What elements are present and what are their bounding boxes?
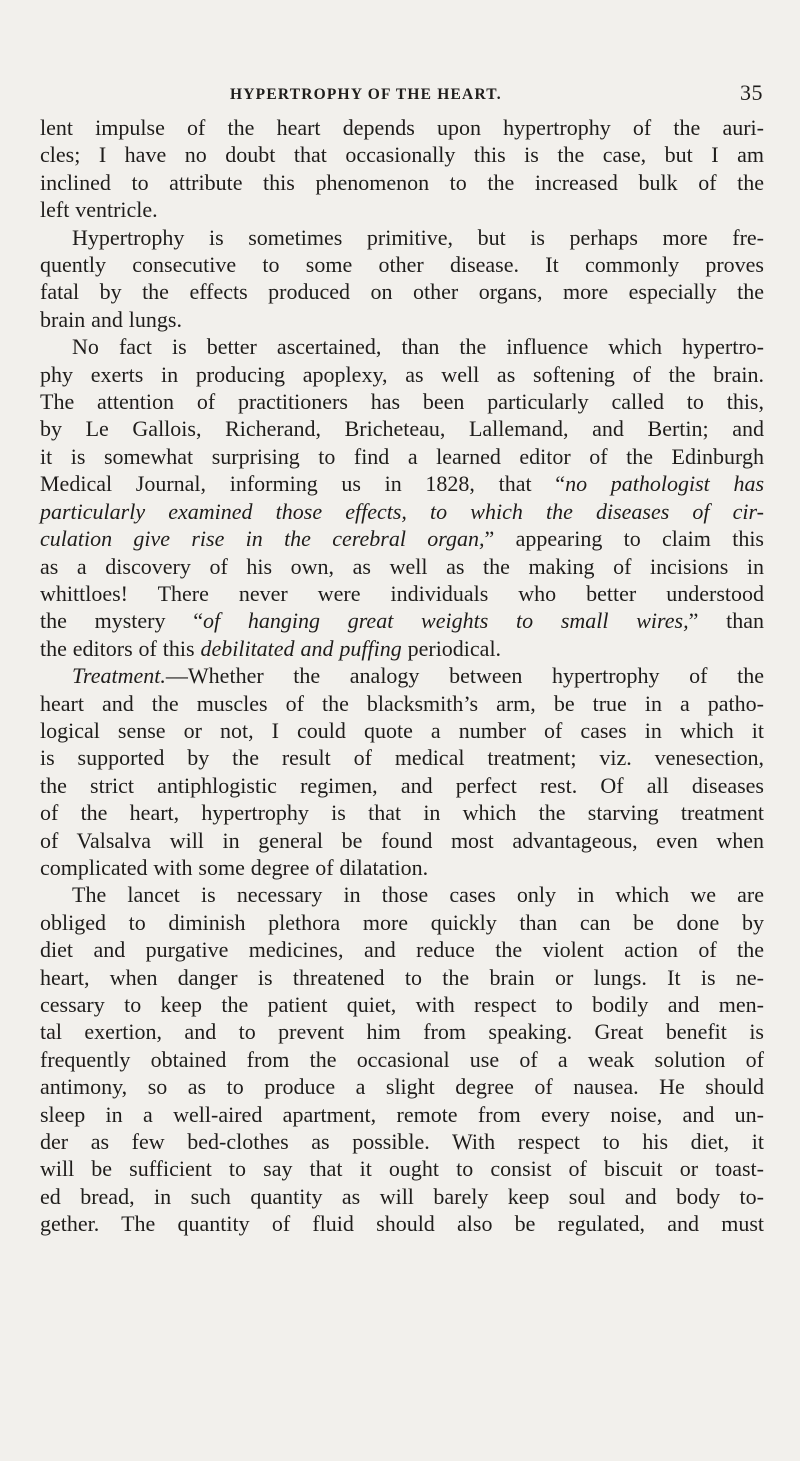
text-line: tal exertion, and to prevent him from speaking. Great benefit is [40, 1019, 764, 1045]
text-line: No fact is better ascertained, than the influence which hypertro- [72, 334, 764, 360]
italic-phrase: debilitated and puffing [200, 635, 402, 661]
text-line: as a discovery of his own, as well as the making of incisions in [40, 553, 764, 579]
text-line: cles; I have no doubt that occasionally this is the case, but I am [40, 142, 764, 168]
text-line: of the heart, hypertrophy is that in which the starving treatment [40, 800, 764, 826]
text-line [40, 470, 764, 497]
text-line: complicated with some degree of dilatation. [40, 854, 429, 880]
text-line: ed bread, in such quantity as will barely keep soul and body to- [40, 1183, 764, 1209]
text-line: The lancet is necessary in those cases only in which we are [72, 882, 764, 908]
text-line: is supported by the result of medical treatment; viz. venesection, [40, 745, 764, 771]
text-line: it is somewhat surprising to find a learned editor of the Edinburgh [40, 443, 764, 469]
text-line [40, 635, 764, 662]
text-segment: the editors of this [40, 635, 201, 661]
text-line [40, 607, 764, 634]
text-segment: —Whether the analogy between hypertrophy of the [165, 663, 764, 689]
text-line: der as few bed-clothes as possible. With respect to his diet, it [40, 1129, 764, 1155]
text-line: the strict antiphlogistic regimen, and perfect rest. Of all diseases [40, 772, 764, 798]
text-line: obliged to diminish plethora more quickly than can be done by [40, 909, 764, 935]
text-line: logical sense or not, I could quote a number of cases in which it [40, 717, 764, 743]
text-line: gether. The quantity of fluid should also be regulated, and must [40, 1211, 764, 1237]
text-line: diet and purgative medicines, and reduce the violent action of the [40, 937, 764, 963]
text-segment: ” than [688, 608, 764, 634]
running-head: HYPERTROPHY OF THE HEART. [230, 86, 502, 103]
text-line: whittloes! There never were individuals who better understood [40, 580, 764, 606]
text-line: brain and lungs. [40, 306, 182, 332]
text-segment: the mystery “ [40, 608, 203, 634]
text-line: cessary to keep the patient quiet, with respect to bodily and men- [40, 992, 764, 1017]
text-segment: ” appearing to claim this [484, 526, 764, 552]
text-line: by Le Gallois, Richerand, Bricheteau, Lallemand, and Bertin; and [40, 416, 764, 442]
section-heading-treatment: Treatment. [72, 663, 166, 689]
text-line: fatal by the effects produced on other organs, more especially the [40, 279, 764, 305]
text-line: Hypertrophy is sometimes primitive, but is perhaps more fre- [72, 224, 764, 250]
italic-quote: culation give rise in the cerebral organ, [40, 526, 485, 552]
italic-quote: no pathologist has [565, 471, 765, 497]
text-line: quently consecutive to some other disease. It commonly proves [40, 252, 764, 278]
text-line: left ventricle. [40, 197, 158, 223]
text-line: heart and the muscles of the blacksmith’s arm, be true in a patho- [40, 690, 764, 716]
text-line: frequently obtained from the occasional use of a weak solution of [40, 1046, 764, 1072]
text-line [40, 525, 764, 552]
text-segment: Medical Journal, informing us in 1828, that “ [40, 471, 566, 497]
text-segment: periodical. [401, 635, 502, 661]
italic-quote: of hanging great weights to small wires, [203, 608, 689, 634]
text-line: will be sufficient to say that it ought to consist of biscuit or toast- [40, 1156, 764, 1182]
text-line: of Valsalva will in general be found most advantageous, even when [40, 827, 764, 853]
text-line: phy exerts in producing apoplexy, as well as softening of the brain. [40, 361, 764, 387]
text-line: lent impulse of the heart depends upon hypertrophy of the auri- [40, 115, 764, 140]
body-text [40, 114, 764, 1238]
text-line: antimony, so as to produce a slight degree of nausea. He should [40, 1074, 764, 1100]
text-line [40, 662, 764, 689]
text-line: The attention of practitioners has been particularly called to this, [40, 389, 764, 415]
text-line: inclined to attribute this phenomenon to the increased bulk of the [40, 169, 764, 195]
page-number: 35 [740, 80, 763, 105]
text-line: sleep in a well-aired apartment, remote from every noise, and un- [40, 1101, 764, 1127]
italic-quote: particularly examined those effects, to which the diseases of cir- [40, 498, 764, 524]
text-line: heart, when danger is threatened to the brain or lungs. It is ne- [40, 964, 764, 990]
text-line [40, 498, 764, 525]
